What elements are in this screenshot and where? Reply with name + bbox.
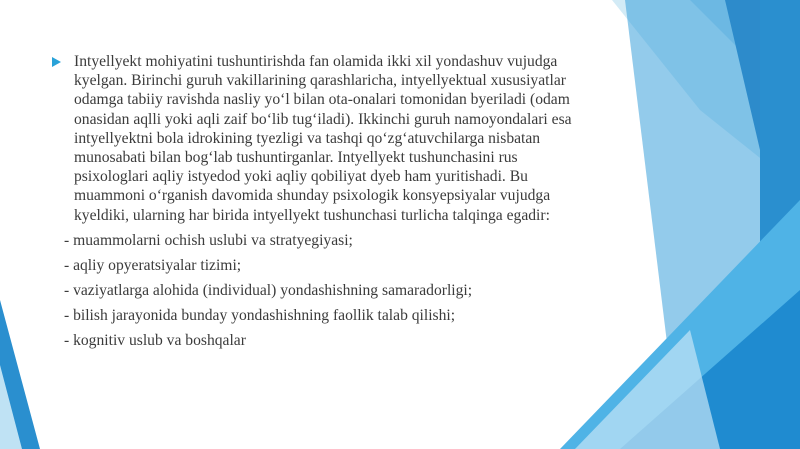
list-item: - aqliy opyeratsiyalar tizimi; <box>64 256 242 274</box>
paragraph-text: Intyellyekt mohiyatini tushuntirishda fan olamida ikki xil yondashuv vujudga kyelgan. Birinchi guruh vakillarining qarashlaricha, intyellyektual xususiyatlar odamga tabiiy ravishda nasliy yo‘l bilan ota-onalari tomonidan byeriladi (odam onasidan aqlli yoki aqli zaif bo‘lib tug‘iladi). Ikkinchi guruh namoyondalari esa intyellyektni bola idrokining tyezligi va tashqi qo‘zg‘atuvchilarga nisbatan munosabati bilan bog‘lab tushuntirganlar. Intyellyekt tushunchasini rus psixologlari aqliy istyedod yoki aqliy qobiliyat dyeb ham yuritishadi. Bu muammoni o‘rganish davomida shunday psixologik konsyepsiyalar vujudga kyeldiki, ularning har birida intyellyekt tushunchasi turlicha talqinga egadir: <box>74 53 572 224</box>
list-item: - vaziyatlarga alohida (individual) yondashishning samaradorligi; <box>64 281 473 299</box>
slide-content <box>50 52 595 350</box>
bullet-arrow-icon <box>52 57 61 67</box>
list-item: - bilish jarayonida bunday yondashishning faollik talab qilishi; <box>64 306 456 324</box>
list-item: - muammolarni ochish uslubi va stratyegiyasi; <box>64 231 353 249</box>
list-item: - kognitiv uslub va boshqalar <box>64 331 246 349</box>
main-paragraph <box>50 52 595 225</box>
